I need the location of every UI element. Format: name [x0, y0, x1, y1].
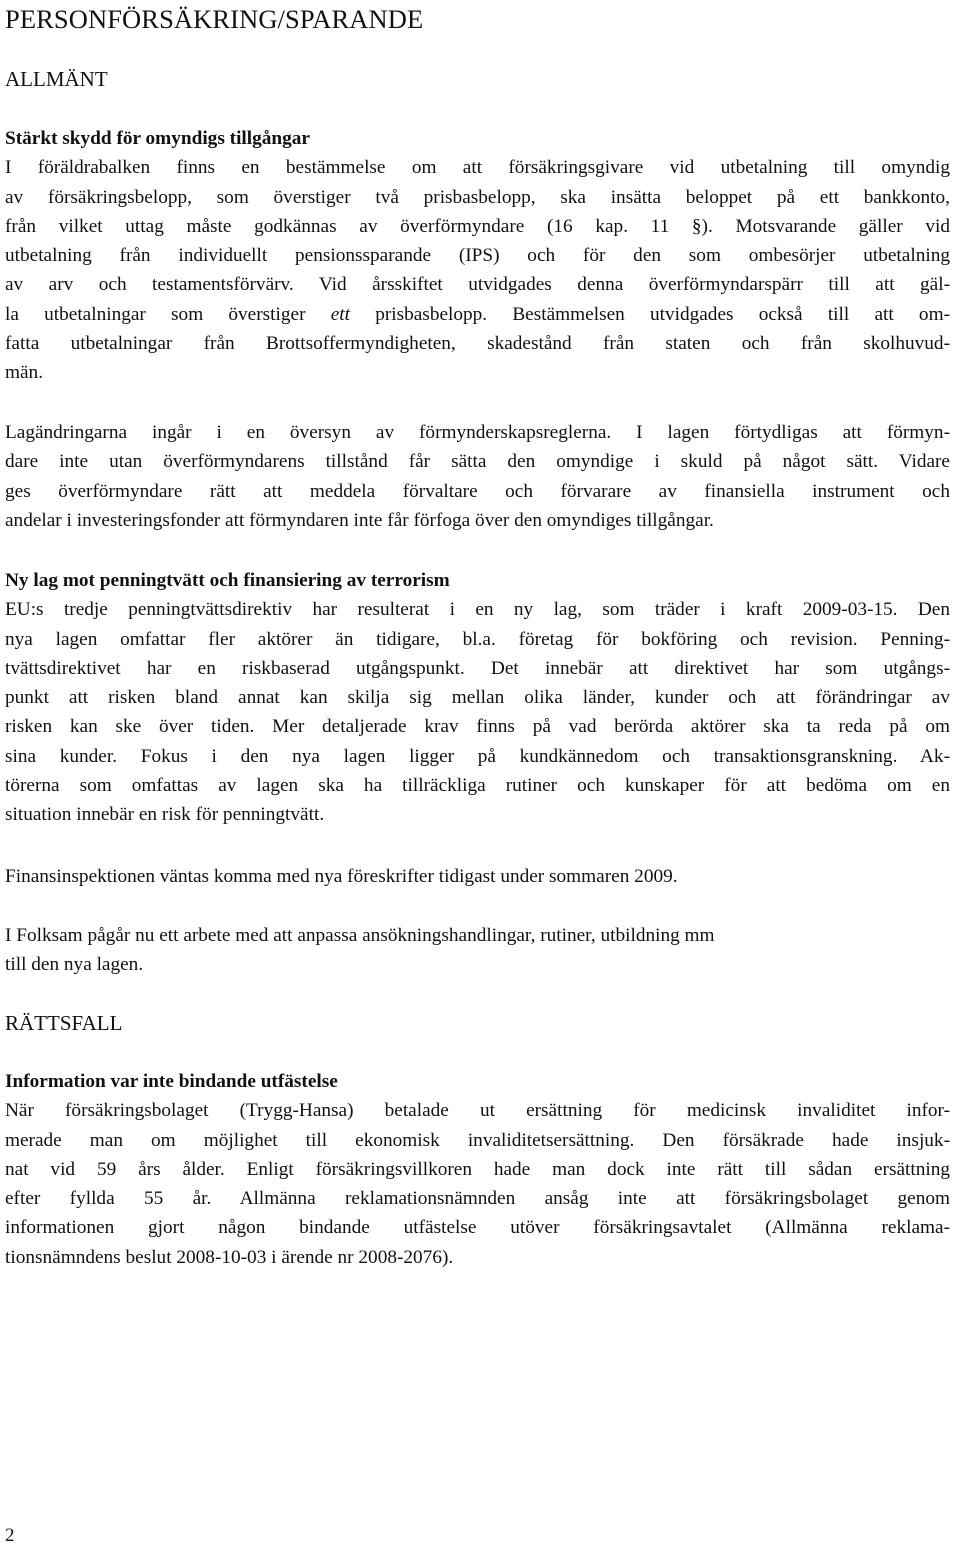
- text-line: situation innebär en risk för penningtvätt.: [5, 804, 325, 826]
- paragraph-folksam: [5, 921, 950, 980]
- text-line: törerna som omfattas av lagen ska ha tillräckliga rutiner och kunskaper för att bedöma om en: [5, 775, 950, 797]
- text-line: av arv och testamentsförvärv. Vid årsskiftet utvidgades denna överförmyndarspärr till att gäl-: [5, 274, 950, 296]
- paragraph-lagandringarna: [5, 418, 950, 535]
- text-line: När försäkringsbolaget (Trygg-Hansa) betalade ut ersättning för medicinsk invaliditet infor-: [5, 1100, 950, 1122]
- text-line: informationen gjort någon bindande utfästelse utöver försäkringsavtalet (Allmänna reklama-: [5, 1217, 950, 1239]
- text-segment: la utbetalningar som överstiger: [5, 303, 331, 325]
- text-line: punkt att risken bland annat kan skilja sig mellan olika länder, kunder och att förändringar av: [5, 687, 950, 709]
- text-line: fatta utbetalningar från Brottsoffermyndigheten, skadestånd från staten och från skolhuvud-: [5, 333, 950, 355]
- article-omyndigs-tillgangar: [5, 124, 950, 388]
- text-line: utbetalning från individuellt pensionssparande (IPS) och för den som ombesörjer utbetalning: [5, 245, 950, 267]
- text-line: nya lagen omfattar fler aktörer än tidigare, bl.a. företag för bokföring och revision. Penning-: [5, 628, 950, 650]
- text-line: nat vid 59 års ålder. Enligt försäkringsvillkoren hade man dock inte rätt till sådan ersättning: [5, 1158, 950, 1180]
- article-heading: Ny lag mot penningtvätt och finansiering av terrorism: [5, 570, 450, 591]
- section-label-allmant: ALLMÄNT: [5, 67, 108, 91]
- text-line: till den nya lagen.: [5, 954, 144, 976]
- text-line: I Folksam pågår nu ett arbete med att anpassa ansökningshandlingar, rutiner, utbildning mm: [5, 925, 715, 946]
- text-line: I föräldrabalken finns en bestämmelse om att försäkringsgivare vid utbetalning till omyndig: [5, 157, 950, 179]
- text-line-with-emphasis: [5, 300, 950, 329]
- text-line: efter fyllda 55 år. Allmänna reklamationsnämnden ansåg inte att försäkringsbolaget genom: [5, 1188, 950, 1210]
- article-heading: Stärkt skydd för omyndigs tillgångar: [5, 128, 310, 149]
- text-line: andelar i investeringsfonder att förmyndaren inte får förfoga över den omyndiges tillgångar.: [5, 509, 714, 531]
- text-line: merade man om möjlighet till ekonomisk invaliditetsersättning. Den försäkrade hade insjuk-: [5, 1129, 950, 1151]
- page-title: PERSONFÖRSÄKRING/SPARANDE: [5, 4, 424, 34]
- text-line: tvättsdirektivet har en riskbaserad utgångspunkt. Det innebär att direktivet har som utgångs-: [5, 657, 950, 679]
- article-heading: Information var inte bindande utfästelse: [5, 1071, 338, 1092]
- text-line: tionsnämndens beslut 2008-10-03 i ärende nr 2008-2076).: [5, 1246, 454, 1268]
- text-line: Finansinspektionen väntas komma med nya föreskrifter tidigast under sommaren 2009.: [5, 866, 678, 887]
- paragraph-finansinspektionen: [5, 862, 950, 891]
- text-line: av försäkringsbelopp, som överstiger två prisbasbelopp, ska insätta beloppet på ett bankkonto,: [5, 186, 950, 208]
- text-line: från vilket uttag måste godkännas av överförmyndare (16 kap. 11 §). Motsvarande gäller vid: [5, 215, 950, 237]
- text-line: sina kunder. Fokus i den nya lagen ligger på kundkännedom och transaktionsgranskning. Ak-: [5, 745, 950, 767]
- page-number: 2: [5, 1525, 15, 1546]
- text-line: dare inte utan överförmyndarens tillstånd får sätta den omyndige i skuld på något sätt. Vidare: [5, 451, 950, 473]
- section-label-rattsfall: RÄTTSFALL: [5, 1011, 123, 1035]
- text-line: EU:s tredje penningtvättsdirektiv har resulterat i en ny lag, som träder i kraft 2009-03-15. Den: [5, 599, 950, 621]
- text-line: risken kan ske över tiden. Mer detaljerade krav finns på vad berörda aktörer ska ta reda på om: [5, 716, 950, 738]
- text-line: män.: [5, 362, 44, 384]
- text-segment: prisbasbelopp. Bestämmelsen utvidgades också till att om-: [349, 303, 950, 325]
- text-line: Lagändringarna ingår i en översyn av förmynderskapsreglerna. I lagen förtydligas att förmyn-: [5, 422, 950, 443]
- article-bindande-utfastelse: [5, 1067, 950, 1272]
- text-line: ges överförmyndare rätt att meddela förvaltare och förvarare av finansiella instrument och: [5, 480, 950, 502]
- article-penningtvatt: [5, 566, 950, 830]
- emphasized-word: ett: [330, 303, 350, 325]
